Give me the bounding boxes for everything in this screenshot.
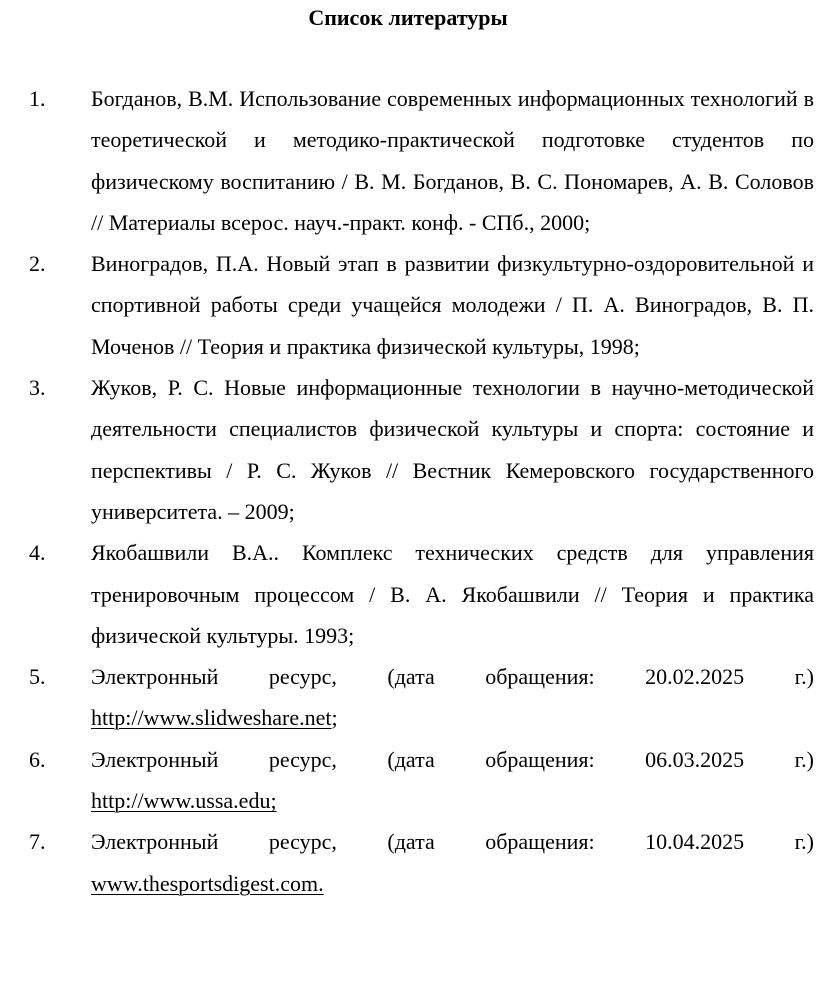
reference-list	[0, 78, 816, 904]
reference-link[interactable]: http://www.slidweshare.net	[91, 705, 332, 731]
list-item-text: Электронный ресурс, (дата обращения: 06.03.2025 г.)	[91, 746, 814, 772]
list-item-text: Виноградов, П.А. Новый этап в развитии физкультурно-оздоровительной и спортивной работы среди учащейся молодежи / П. А. Виноградов, В. П. Моченов // Теория и практика физической культуры, 1998;	[91, 251, 814, 359]
list-item	[0, 821, 816, 904]
list-item-number: 5.	[29, 664, 46, 690]
list-item-number: 2.	[29, 251, 46, 277]
page-title: Список литературы	[308, 5, 508, 30]
list-item-number: 6.	[29, 746, 46, 772]
list-item	[0, 532, 816, 656]
list-item	[0, 656, 816, 739]
list-item	[0, 739, 816, 822]
link-suffix: ;	[331, 705, 338, 731]
list-item-text: Богданов, В.М. Использование современных информационных технологий в теоретической и методико-практической подготовке студентов по физическому воспитанию / В. М. Богданов, В. С. Пономарев, А. В. Соловов // Материалы всерос. науч.-практ. конф. - СПб., 2000;	[91, 86, 814, 235]
list-item	[0, 243, 816, 367]
list-item-link-line	[91, 863, 814, 904]
list-item-text: Жуков, Р. С. Новые информационные технологии в научно-методической деятельности специалистов физической культуры и спорта: состояние и перспективы / Р. С. Жуков // Вестник Кемеровского государственного университета. – 2009;	[91, 375, 814, 524]
list-item-text: Якобашвили В.А.. Комплекс технических средств для управления тренировочным процессом / В. А. Якобашвили // Теория и практика физической культуры. 1993;	[91, 540, 814, 648]
reference-link[interactable]: http://www.ussa.edu;	[91, 788, 277, 814]
list-item-number: 7.	[29, 829, 46, 855]
reference-link[interactable]: www.thesportsdigest.com.	[91, 870, 324, 896]
list-item	[0, 367, 816, 532]
list-item-number: 1.	[29, 86, 46, 111]
list-item-text: Электронный ресурс, (дата обращения: 10.04.2025 г.)	[91, 829, 814, 855]
list-item	[0, 78, 816, 243]
list-item-link-line	[91, 780, 814, 821]
list-item-number: 3.	[29, 375, 46, 401]
list-item-text: Электронный ресурс, (дата обращения: 20.02.2025 г.)	[91, 664, 814, 690]
list-item-link-line	[91, 697, 814, 738]
list-item-number: 4.	[29, 540, 46, 566]
